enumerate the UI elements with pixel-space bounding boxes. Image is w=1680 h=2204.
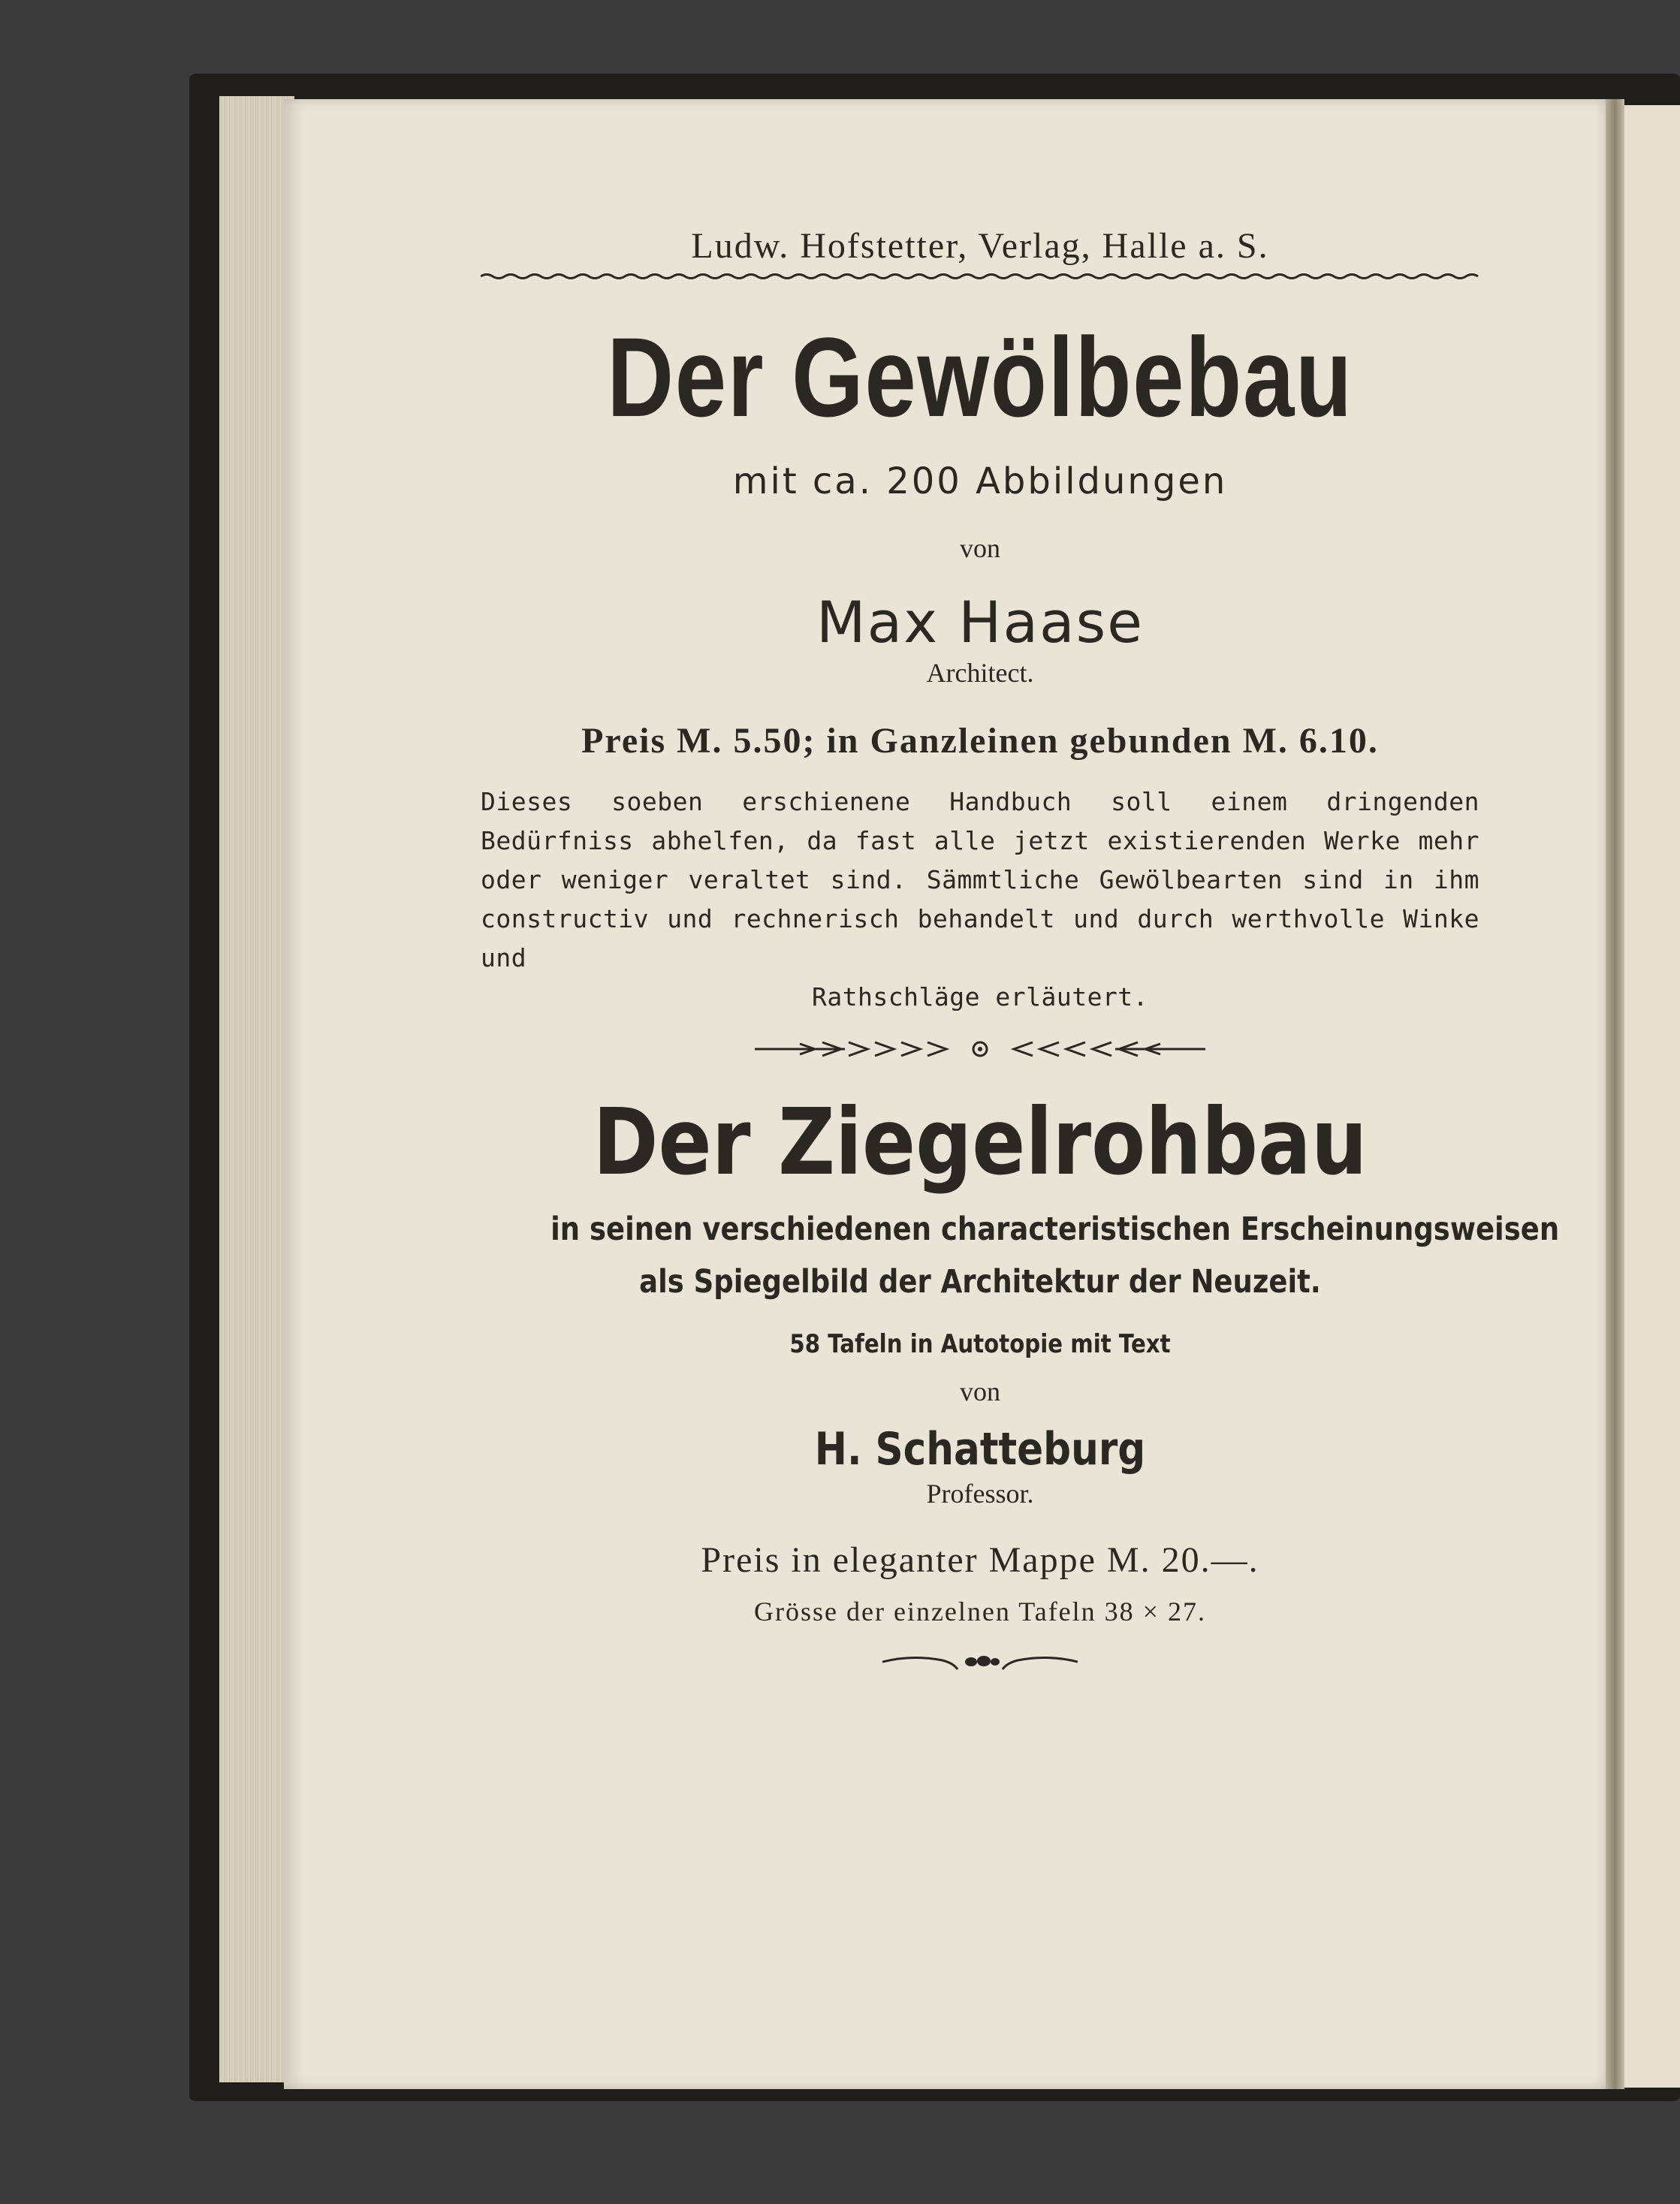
book2-price: Preis in eleganter Mappe M. 20.—. <box>701 1540 1259 1580</box>
book1-title: Der Gewölbebau <box>607 314 1353 440</box>
book2-size: Grösse der einzelnen Tafeln 38 × 27. <box>754 1596 1206 1627</box>
book2-subtitle-line2: als Spiegelbild der Architektur der Neuzeit. <box>639 1263 1321 1301</box>
page-edges <box>219 96 294 2082</box>
book1-subtitle: mit ca. 200 Abbildungen <box>732 460 1228 502</box>
book-gutter <box>1606 99 1624 2089</box>
book1-author: Max Haase <box>816 589 1144 656</box>
book1-description: Dieses soeben erschienene Handbuch soll einem dringenden Bedürfniss abhelfen, da fast alle jetzt existierenden Werke mehr oder weniger veraltet sind. Sämmtliche Gewölbearten sind in ihm constructiv und rechnerisch behandelt und durch werthvolle Winke und <box>481 787 1479 972</box>
book2-title: Der Ziegelrohbau <box>593 1089 1368 1195</box>
book1-by: von <box>960 533 1000 563</box>
book2-author: H. Schatteburg <box>814 1423 1146 1476</box>
book1-role: Architect. <box>926 658 1034 688</box>
next-page-edge <box>1624 105 1680 2088</box>
book1-price: Preis M. 5.50; in Ganzleinen gebunden M. 6.10. <box>581 721 1379 761</box>
publisher-line: Ludw. Hofstetter, Verlag, Halle a. S. <box>691 226 1269 266</box>
chevron-divider-ornament <box>755 1038 1205 1060</box>
book2-plates: 58 Tafeln in Autotopie mit Text <box>789 1329 1171 1359</box>
book2-role: Professor. <box>926 1479 1034 1509</box>
wavy-rule <box>481 271 1479 282</box>
book2-by: von <box>960 1376 1000 1407</box>
scroll-ornament <box>882 1647 1078 1677</box>
book1-description-last: Rathschläge erläutert. <box>811 982 1149 1012</box>
book2-subtitle-line1: in seinen verschiedenen characteristischen Erscheinungsweisen <box>550 1211 1560 1248</box>
page-content <box>481 225 1560 1677</box>
